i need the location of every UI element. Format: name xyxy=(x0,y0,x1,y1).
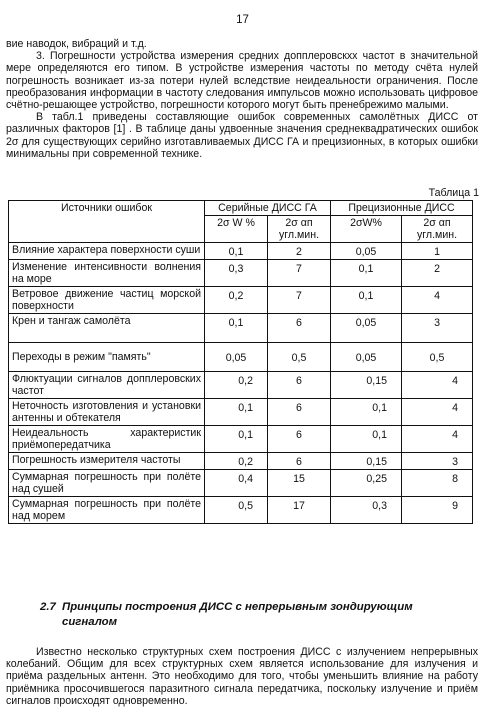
table-header-row xyxy=(9,201,473,216)
precision-angle-value: 9 xyxy=(402,497,473,524)
table-row xyxy=(9,399,473,426)
table-row xyxy=(9,497,473,524)
row-source: Суммарная погрешность при полёте над морем xyxy=(9,497,205,524)
precision-w-value: 0,25 xyxy=(331,470,402,497)
serial-angle-value: 17 xyxy=(268,497,331,524)
row-source: Ветровое движение частиц морской поверхности xyxy=(9,287,205,314)
serial-w-value: 0,05 xyxy=(205,343,268,372)
table-row xyxy=(9,470,473,497)
precision-angle-value: 1 xyxy=(402,243,473,260)
group-serial-header: Серийные ДИСС ГА xyxy=(205,201,331,216)
serial-w-value: 0,2 xyxy=(205,453,268,470)
precision-w-value: 0,15 xyxy=(331,453,402,470)
sub-w-prec-header: 2σW% xyxy=(331,216,402,243)
precision-w-value: 0,05 xyxy=(331,243,402,260)
precision-angle-value: 3 xyxy=(402,314,473,343)
section-title-line1: Принципы построения ДИСС с непрерывным зондирующим xyxy=(62,601,413,613)
precision-angle-value: 4 xyxy=(402,426,473,453)
paragraph-table-intro: В табл.1 приведены составляющие ошибок современных самолётных ДИСС от различных факторов [1] . В таблице даны удвоенные значения среднеквадратических ошибок 2σ для существующих серийно изготавливаемых ДИСС ГА и прецизионных, в которых ошибки минимальны при современной технике. xyxy=(6,111,478,160)
section-body xyxy=(6,646,478,707)
serial-angle-value: 15 xyxy=(268,470,331,497)
precision-angle-value: 4 xyxy=(402,399,473,426)
error-sources-table xyxy=(8,200,473,524)
precision-w-value: 0,1 xyxy=(331,260,402,287)
sub-angle-unit: угл.мин. xyxy=(416,229,458,241)
intro-text xyxy=(6,38,478,160)
serial-angle-value: 2 xyxy=(268,243,331,260)
row-source: Крен и тангаж самолёта xyxy=(9,314,205,343)
sub-angle-prec-header xyxy=(402,216,473,243)
table-row xyxy=(9,426,473,453)
section-heading xyxy=(40,600,470,630)
precision-w-value: 0,3 xyxy=(331,497,402,524)
serial-angle-value: 6 xyxy=(268,399,331,426)
table-row xyxy=(9,372,473,399)
serial-w-value: 0,1 xyxy=(205,426,268,453)
precision-w-value: 0,1 xyxy=(331,399,402,426)
serial-w-value: 0,1 xyxy=(205,314,268,343)
section-number: 2.7 xyxy=(40,601,56,613)
table-row xyxy=(9,343,473,372)
precision-angle-value: 4 xyxy=(402,372,473,399)
serial-angle-value: 7 xyxy=(268,260,331,287)
serial-w-value: 0,2 xyxy=(205,372,268,399)
row-source: Суммарная погрешность при полёте над сушей xyxy=(9,470,205,497)
serial-w-value: 0,2 xyxy=(205,287,268,314)
table-row xyxy=(9,243,473,260)
serial-w-value: 0,1 xyxy=(205,399,268,426)
serial-w-value: 0,4 xyxy=(205,470,268,497)
serial-w-value: 0,3 xyxy=(205,260,268,287)
serial-w-value: 0,1 xyxy=(205,243,268,260)
table-row xyxy=(9,314,473,343)
precision-w-value: 0,1 xyxy=(331,426,402,453)
serial-angle-value: 6 xyxy=(268,314,331,343)
section-paragraph: Известно несколько структурных схем построения ДИСС с излучением непрерывных колебаний. Общим для всех структурных схем является использование для излучения и приёма раздельных антенн. Это необходимо для того, чтобы уменьшить влияние на работу приёмника просочившегося паразитного сигнала передатчика, поскольку излучение и приём сигналов происходят одновременно. xyxy=(6,646,478,707)
precision-w-value: 0,05 xyxy=(331,314,402,343)
serial-angle-value: 6 xyxy=(268,453,331,470)
serial-angle-value: 0,5 xyxy=(268,343,331,372)
row-source: Неточность изготовления и установки антенны и обтекателя xyxy=(9,399,205,426)
row-source: Влияние характера поверхности суши xyxy=(9,243,205,260)
precision-angle-value: 4 xyxy=(402,287,473,314)
table-caption: Таблица 1 xyxy=(428,187,479,199)
precision-w-value: 0,1 xyxy=(331,287,402,314)
row-source: Неидеальность характеристик приёмопередатчика xyxy=(9,426,205,453)
table-row xyxy=(9,287,473,314)
serial-angle-value: 6 xyxy=(268,426,331,453)
sub-angle-unit: угл.мин. xyxy=(278,229,320,241)
row-source: Переходы в режим "память" xyxy=(9,343,205,372)
serial-angle-value: 6 xyxy=(268,372,331,399)
group-precision-header: Прецизионные ДИСС xyxy=(331,201,473,216)
sub-w-header: 2σ W % xyxy=(205,216,268,243)
sub-angle-header xyxy=(268,216,331,243)
precision-angle-value: 0,5 xyxy=(402,343,473,372)
col-source-header: Источники ошибок xyxy=(9,201,205,243)
row-source: Погрешность измерителя частоты xyxy=(9,453,205,470)
precision-w-value: 0,15 xyxy=(331,372,402,399)
precision-angle-value: 8 xyxy=(402,470,473,497)
row-source: Флюктуации сигналов допплеровских частот xyxy=(9,372,205,399)
section-title-line2: сигналом xyxy=(62,616,118,628)
table-row xyxy=(9,260,473,287)
page-number: 17 xyxy=(236,14,249,26)
precision-angle-value: 2 xyxy=(402,260,473,287)
precision-angle-value: 3 xyxy=(402,453,473,470)
serial-w-value: 0,5 xyxy=(205,497,268,524)
serial-angle-value: 7 xyxy=(268,287,331,314)
precision-w-value: 0,05 xyxy=(331,343,402,372)
paragraph-3: 3. Погрешности устройства измерения средних допплеровскхх частот в значительной мере определяются его типом. В устройстве измерения частоты по методу счёта нулей погрешность возникает из-за потери нулей вследствие неидеальности ограничения. После преобразования информации в частоту следования импульсов можно использовать цифровое счётно-решающее устройство, погрешности которого могут быть пренебрежимо малыми. xyxy=(6,50,478,112)
table-row xyxy=(9,453,473,470)
intro-line: вие наводок, вибраций и т.д. xyxy=(6,38,147,50)
sub-angle-symbol: 2σ αп xyxy=(423,217,451,229)
sub-angle-symbol: 2σ αп xyxy=(285,217,313,229)
row-source: Изменение интенсивности волнения на море xyxy=(9,260,205,287)
